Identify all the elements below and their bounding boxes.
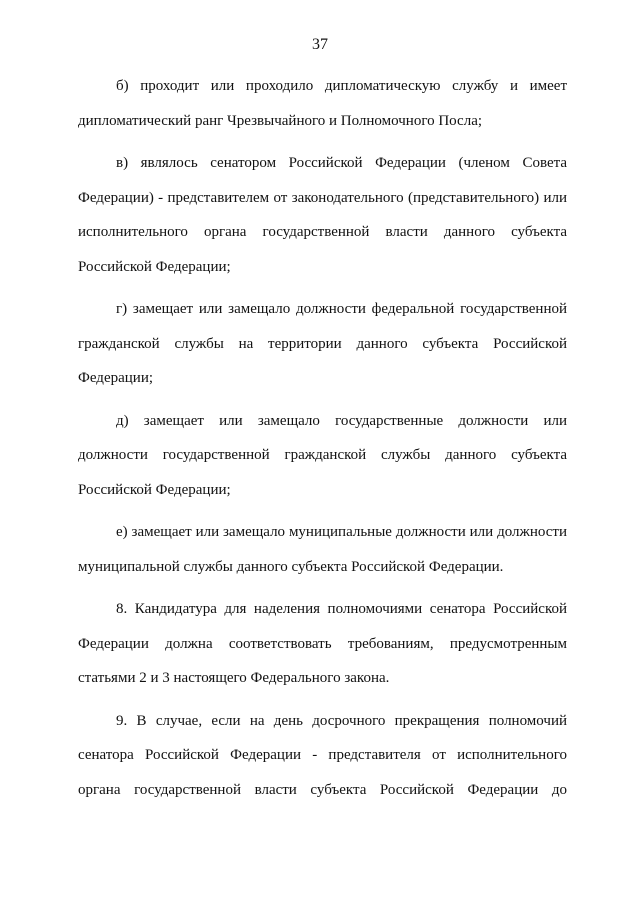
paragraph-v: в) являлось сенатором Российской Федерации (членом Совета Федерации) - представителем от законодательного (представительного) или исполнительного органа государственной власти данного субъекта Российской Федерации;: [78, 155, 567, 275]
paragraph-d: д) замещает или замещало государственные должности или должности государственной гражданской службы данного субъекта Российской Федерации;: [78, 412, 567, 498]
paragraph-g: г) замещает или замещало должности федеральной государственной гражданской службы на территории данного субъекта Российской Федерации;: [78, 301, 567, 386]
page-number: 37: [312, 36, 328, 53]
paragraph-e: е) замещает или замещало муниципальные должности или должности муниципальной службы данного субъекта Российской Федерации.: [78, 524, 567, 575]
paragraph-8: 8. Кандидатура для наделения полномочиями сенатора Российской Федерации должна соответствовать требованиям, предусмотренным статьями 2 и 3 настоящего Федерального закона.: [78, 601, 567, 686]
document-body: [78, 69, 567, 815]
paragraph-b: б) проходит или проходило дипломатическую службу и имеет дипломатический ранг Чрезвычайного и Полномочного Посла;: [78, 78, 567, 129]
paragraph-9: 9. В случае, если на день досрочного прекращения полномочий сенатора Российской Федерации - представителя от исполнительного органа государственной власти субъекта Российской Федерации до: [78, 712, 567, 798]
